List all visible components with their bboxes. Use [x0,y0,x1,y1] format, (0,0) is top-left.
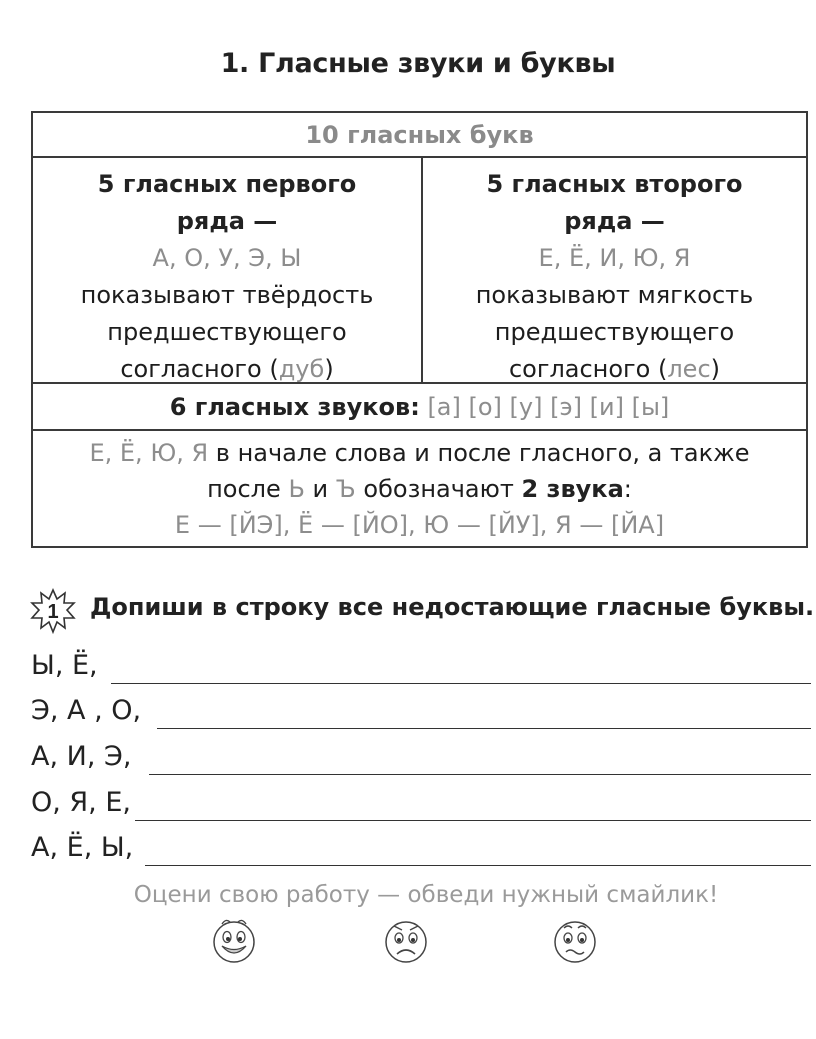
note-transcriptions: Е — [ЙЭ], Ё — [ЙО], Ю — [ЙУ], Я — [ЙА] [174,511,665,539]
left-letters: А, О, У, Э, Ы [152,244,302,272]
left-text-line3: согласного (дуб) [120,355,334,383]
vowel-sounds-row [33,384,806,431]
two-sounds: 2 звука [521,475,624,503]
left-text-line2: предшествующего [107,318,347,346]
note-letters: Е, Ё, Ю, Я [89,439,209,467]
page-title: 1. Гласные звуки и буквы [220,48,616,79]
vowels-table [31,111,808,548]
task-1 [30,588,816,628]
line-prefix: А, Ё, Ы, [31,832,134,863]
happy-smiley-icon[interactable] [208,912,260,968]
line-prefix: О, Я, Е, [31,787,131,818]
answer-line-1[interactable] [31,650,811,690]
answer-line-3[interactable] [31,741,811,781]
left-heading-line2: ряда — [176,207,278,235]
self-assessment-text: Оцени свою работу — обведи нужный смайлик! [133,882,719,908]
left-heading-line1: 5 гласных первого [97,170,357,198]
star-badge-icon [30,588,76,634]
task-instruction: Допиши в строку все недостающие гласные буквы. [90,593,815,621]
second-row-vowels-cell [423,158,806,382]
answer-line-4[interactable] [31,787,811,827]
soft-sign: Ь [288,475,305,503]
write-line[interactable] [145,865,811,866]
right-letters: Е, Ё, И, Ю, Я [538,244,691,272]
iotated-vowels-note [33,431,806,546]
line-prefix: Э, А , О, [31,695,142,726]
right-text-line2: предшествующего [494,318,735,346]
left-text-line1: показывают твёрдость [80,281,374,309]
right-heading-line1: 5 гласных второго [486,170,743,198]
line-prefix: А, И, Э, [31,741,132,772]
sounds-label: 6 гласных звуков: [169,393,420,421]
sounds-list: [а] [о] [у] [э] [и] [ы] [427,393,670,421]
answer-line-5[interactable] [31,832,811,872]
table-columns-row [33,158,806,384]
worried-smiley-icon[interactable] [549,912,601,968]
write-line[interactable] [149,774,811,775]
right-example: лес [667,355,711,383]
hard-sign: Ъ [335,475,356,503]
table-header: 10 гласных букв [33,113,806,158]
sad-smiley-icon[interactable] [380,912,432,968]
right-text-line1: показывают мягкость [475,281,754,309]
right-text-line3: согласного (лес) [508,355,721,383]
first-row-vowels-cell [33,158,423,382]
write-line[interactable] [135,820,811,821]
task-number: 1 [47,601,59,623]
line-prefix: Ы, Ё, [31,650,98,681]
note-line1: Е, Ё, Ю, Я в начале слова и после гласного, а также [89,439,750,467]
note-line2: после Ь и Ъ обозначают 2 звука: [207,475,632,503]
answer-line-2[interactable] [31,695,811,735]
left-example: дуб [278,355,325,383]
right-heading-line2: ряда — [564,207,665,235]
write-line[interactable] [157,728,811,729]
write-line[interactable] [111,683,811,684]
